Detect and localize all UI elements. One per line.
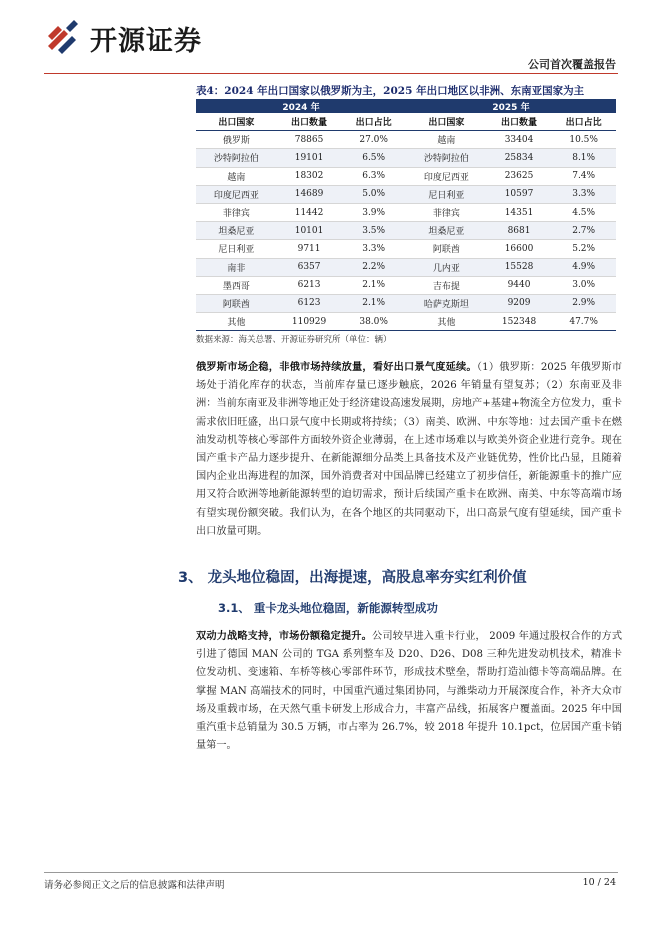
table-cell: 19101	[294, 152, 324, 163]
table-cell: 33404	[504, 134, 534, 145]
table-cell: 6213	[297, 280, 321, 291]
table-cell: 尼日利亚	[428, 190, 465, 201]
column-header: 出口占比	[551, 113, 616, 131]
table-cell: 110929	[291, 316, 327, 327]
table-cell: 哈萨克斯坦	[423, 299, 469, 310]
table-source: 数据来源：海关总署、开源证券研究所（单位：辆）	[196, 335, 392, 345]
table-cell: 菲律宾	[222, 209, 250, 220]
paragraph-lead: 双动力战略支持，市场份额稳定提升。	[196, 630, 373, 642]
table-cell: 2.1%	[362, 298, 386, 309]
table-row	[196, 313, 616, 331]
table-cell: 2.1%	[362, 280, 386, 291]
table-cell: 4.9%	[572, 262, 596, 273]
table-cell: 6123	[297, 298, 321, 309]
table-cell: 23625	[504, 171, 534, 182]
table-cell: 3.3%	[362, 243, 386, 254]
table-cell: 10101	[294, 225, 324, 236]
table-cell: 坦桑尼亚	[218, 227, 255, 238]
table-cell: 8.1%	[572, 152, 596, 163]
logo-text: 开源证券	[90, 25, 202, 57]
table-cell: 10597	[504, 189, 534, 200]
table-cell: 3.0%	[572, 280, 596, 291]
footer-divider	[44, 872, 618, 873]
export-table	[196, 99, 616, 331]
column-header: 出口数量	[487, 113, 552, 131]
table-cell: 几内亚	[432, 263, 460, 274]
table-cell: 6.5%	[362, 152, 386, 163]
table-cell: 18302	[294, 171, 324, 182]
table-cell: 3.5%	[362, 225, 386, 236]
table-cell: 14689	[294, 189, 324, 200]
paragraph-body: （1）俄罗斯：2025 年俄罗斯市场处于消化库存的状态，当前库存量已逐步触底，2026 年销量有望复苏；（2）东南亚及非洲：当前东南亚及非洲等地正处于经济建设高速发展期，房地产+基建+物流全方位发力，重卡需求依旧旺盛，出口景气度中长期或将持续；（3）南美、欧洲、中东等地：过去国产重卡在燃油发动机等核心零部件方面较外资企业薄弱，在上述市场难以与欧美外资企业进行竞争。现在国产重卡产品力逐步提升、在新能源细分品类上具备技术及产业链优势，性价比凸显，且随着国内企业出海进程的加深，国外消费者对中国品牌已经建立了初步信任，新能源重卡的推广应用又符合欧洲等地新能源转型的迫切需求，预计后续国产重卡在欧洲、南美、中东等高端市场有望实现份额突破。我们认为，在各个地区的共同驱动下，出口高景气度有望延续，国产重卡出口放量可期。	[196, 362, 622, 537]
table-cell: 5.2%	[572, 243, 596, 254]
table-cell: 3.3%	[572, 189, 596, 200]
table-cell: 2.7%	[572, 225, 596, 236]
subsection-heading: 3.1、 重卡龙头地位稳固，新能源转型成功	[218, 601, 438, 615]
table-row	[196, 167, 616, 185]
table-cell: 阿联酋	[222, 299, 250, 310]
table-cell: 印度尼西亚	[423, 172, 469, 183]
table-cell: 27.0%	[359, 134, 388, 145]
year-header-2025: 2025 年	[406, 99, 616, 113]
table-title: 表4：2024 年出口国家以俄罗斯为主，2025 年出口地区以非洲、东南亚国家为主	[196, 85, 585, 97]
paragraph-dual-power-strategy	[196, 627, 622, 755]
table-row	[196, 258, 616, 276]
table-cell: 菲律宾	[432, 209, 460, 220]
table-cell: 3.9%	[362, 207, 386, 218]
table-row	[196, 222, 616, 240]
table-cell: 坦桑尼亚	[428, 227, 465, 238]
table-cell: 7.4%	[572, 171, 596, 182]
page-number: 10 / 24	[582, 877, 616, 888]
table-cell: 9440	[507, 280, 531, 291]
section-heading: 3、 龙头地位稳固，出海提速，高股息率夯实红利价值	[178, 570, 527, 586]
column-header: 出口占比	[341, 113, 406, 131]
column-header-row	[196, 113, 616, 131]
table-cell: 俄罗斯	[222, 136, 250, 147]
table-cell: 16600	[504, 243, 534, 254]
table-row	[196, 131, 616, 149]
table-cell: 2.2%	[362, 262, 386, 273]
table-body	[196, 131, 616, 331]
table-row	[196, 203, 616, 221]
table-cell: 9711	[297, 243, 321, 254]
table-cell: 15528	[504, 262, 534, 273]
table-cell: 尼日利亚	[218, 245, 255, 256]
table-cell: 2.9%	[572, 298, 596, 309]
company-logo	[44, 18, 202, 58]
header-divider	[44, 73, 618, 74]
report-type-label: 公司首次覆盖报告	[528, 58, 616, 71]
table-cell: 6357	[297, 262, 321, 273]
table-cell: 6.3%	[362, 171, 386, 182]
table-cell: 沙特阿拉伯	[213, 154, 259, 165]
table-cell: 47.7%	[569, 316, 598, 327]
table-cell: 南非	[227, 263, 246, 274]
table-cell: 沙特阿拉伯	[423, 154, 469, 165]
table-cell: 25834	[504, 152, 534, 163]
table-cell: 越南	[227, 172, 246, 183]
table-cell: 8681	[507, 225, 531, 236]
paragraph-lead: 俄罗斯市场企稳，非俄市场持续放量，看好出口景气度延续。	[196, 361, 477, 373]
table-cell: 5.0%	[362, 189, 386, 200]
table-cell: 11442	[294, 207, 324, 218]
table-cell: 38.0%	[359, 316, 388, 327]
table-row	[196, 294, 616, 312]
table-cell: 印度尼西亚	[213, 190, 259, 201]
paragraph-export-outlook	[196, 358, 622, 541]
paragraph-body: 公司较早进入重卡行业， 2009 年通过股权合作的方式引进了德国 MAN 公司的 TGA 系列整车及 D20、D26、D08 三种先进发动机技术，精准卡位发动机、变速箱、车桥等核心零部件环节，形成技术壁垒，帮助打造汕德卡等高端品牌。在掌握 MAN 高端技术的同时，中国重汽通过集团协同，与潍柴动力开展深度合作，补齐大众市场及重载市场，在天然气重卡研发上形成合力，丰富产品线，拓展客户覆盖面。2025 年中国重汽重卡总销量为 30.5 万辆，市占率为 26.7%，较 2018 年提升 10.1pct，位居国产重卡销量第一。	[196, 631, 623, 752]
kaiyuan-logo-icon	[44, 18, 84, 58]
table-row	[196, 240, 616, 258]
table-cell: 其他	[437, 318, 456, 329]
table-cell: 吉布提	[432, 281, 460, 292]
table-cell: 9209	[507, 298, 531, 309]
table-cell: 越南	[437, 136, 456, 147]
table-cell: 14351	[504, 207, 534, 218]
column-header: 出口国家	[406, 113, 487, 131]
table-cell: 78865	[294, 134, 324, 145]
column-header: 出口国家	[196, 113, 277, 131]
table-cell: 其他	[227, 318, 246, 329]
year-header-2024: 2024 年	[196, 99, 406, 113]
table-cell: 阿联酋	[432, 245, 460, 256]
column-header: 出口数量	[277, 113, 342, 131]
table-cell: 墨西哥	[222, 281, 250, 292]
table-row	[196, 185, 616, 203]
footer-disclaimer: 请务必参阅正文之后的信息披露和法律声明	[44, 880, 225, 891]
table-cell: 4.5%	[572, 207, 596, 218]
table-row	[196, 276, 616, 294]
table-cell: 10.5%	[569, 134, 598, 145]
table-row	[196, 149, 616, 167]
table-cell: 152348	[501, 316, 537, 327]
